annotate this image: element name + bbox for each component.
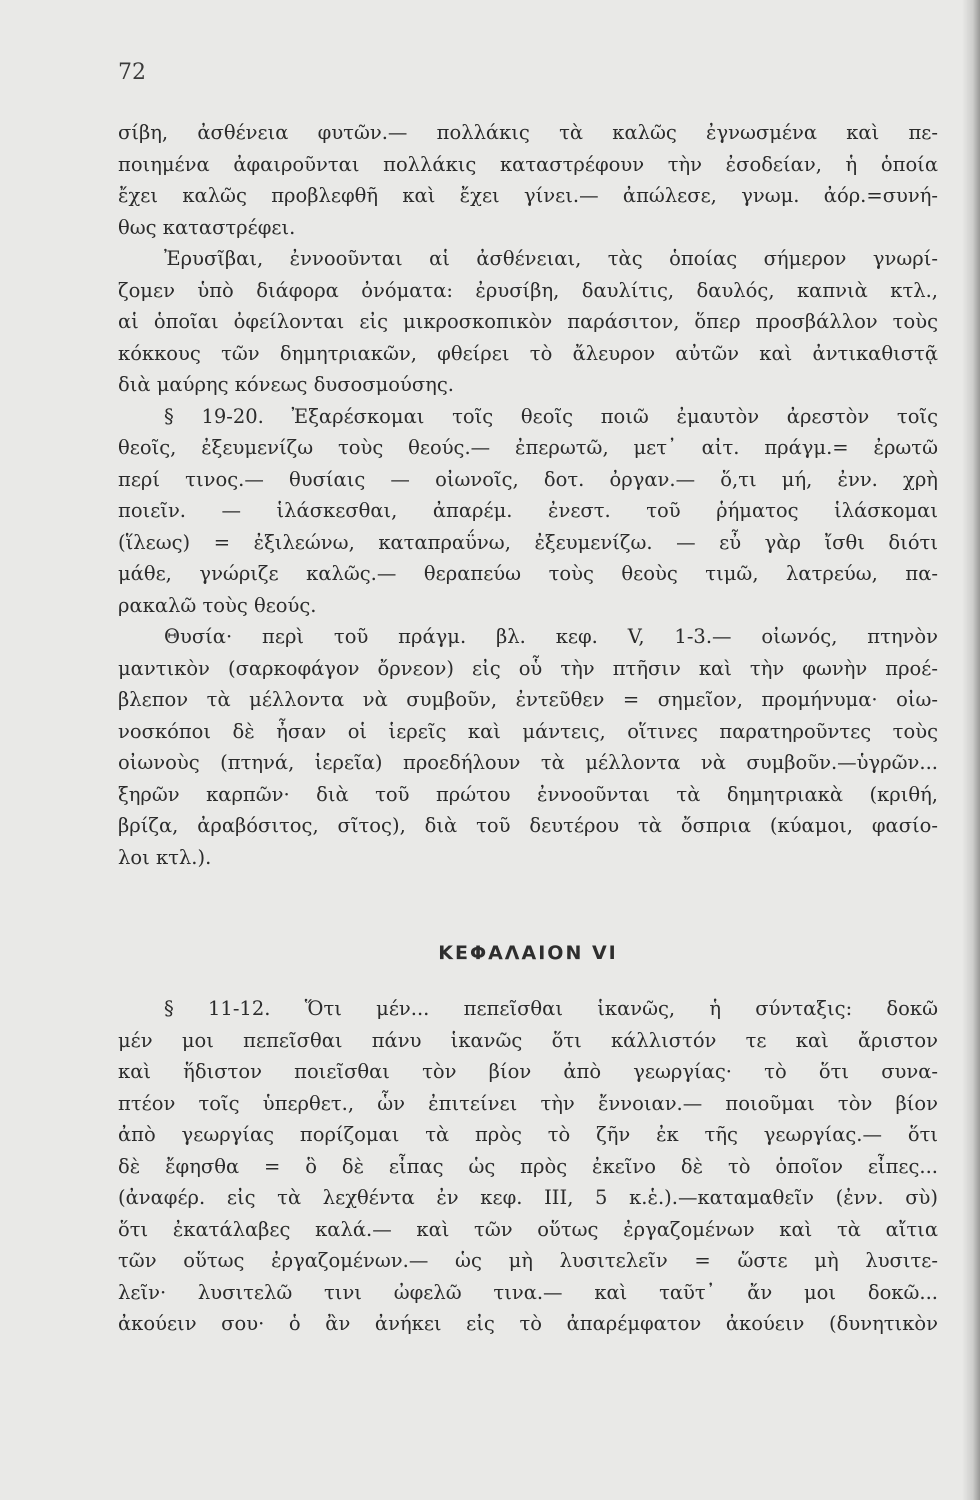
text-line: (ἵλεως) = ἐξιλεώνω, καταπραΰνω, ἐξευμενίζω. — εὖ γὰρ ἴσθι διότι bbox=[118, 530, 938, 554]
text-line: δὲ ἔφησθα = ὃ δὲ εἶπας ὡς πρὸς ἐκεῖνο δὲ τὸ ὁποῖον εἶπες... bbox=[118, 1154, 938, 1178]
chapter-spacer bbox=[118, 873, 938, 923]
page-number: 72 bbox=[118, 60, 146, 85]
text-line: § 11-12. Ὅτι μέν... πεπεῖσθαι ἱκανῶς, ἡ σύνταξις: δοκῶ bbox=[164, 997, 938, 1020]
text-line: ξηρῶν καρπῶν· διὰ τοῦ πρώτου ἐννοοῦνται τὰ δημητριακὰ (κριθή, bbox=[118, 782, 938, 806]
text-line: βρίζα, ἀραβόσιτος, σῖτος), διὰ τοῦ δευτέρου τὰ ὄσπρια (κύαμοι, φασίο- bbox=[118, 814, 938, 837]
text-line: αἱ ὁποῖαι ὀφείλονται εἰς μικροσκοπικὸν παράσιτον, ὅπερ προσβάλλον τοὺς bbox=[118, 310, 938, 333]
text-line: λοι κτλ.). bbox=[118, 845, 212, 869]
text-line: ἀκούειν σου· ὁ ἂν ἀνήκει εἰς τὸ ἀπαρέμφατον ἀκούειν (δυνητικὸν bbox=[118, 1312, 938, 1335]
text-line: διὰ μαύρης κόνεως δυσοσμούσης. bbox=[118, 373, 454, 396]
text-line: κόκκους τῶν δημητριακῶν, φθείρει τὸ ἄλευρον αὐτῶν καὶ ἀντικαθιστᾷ bbox=[118, 341, 938, 365]
text-line: § 19-20. Ἐξαρέσκομαι τοῖς θεοῖς ποιῶ ἐμαυτὸν ἀρεστὸν τοῖς bbox=[164, 404, 938, 428]
text-line: μάθε, γνώριζε καλῶς.— θεραπεύω τοὺς θεοὺς τιμῶ, λατρεύω, πα- bbox=[118, 562, 938, 585]
text-line: ρακαλῶ τοὺς θεούς. bbox=[118, 593, 317, 617]
text-line: τῶν οὕτως ἐργαζομένων.— ὡς μὴ λυσιτελεῖν = ὥστε μὴ λυσιτε- bbox=[118, 1249, 938, 1272]
text-line: Θυσία· περὶ τοῦ πράγμ. βλ. κεφ. V, 1-3.— οἰωνός, πτηνὸν bbox=[164, 625, 938, 648]
chapter-spacer bbox=[118, 983, 938, 993]
text-line: ποιημένα ἀφαιροῦνται πολλάκις καταστρέφουν τὴν ἐσοδείαν, ἡ ὁποία bbox=[118, 152, 938, 176]
text-line: ζομεν ὑπὸ διάφορα ὀνόματα: ἐρυσίβη, δαυλίτις, δαυλός, καπνιὰ κτλ., bbox=[118, 278, 938, 302]
text-line: (ἀναφέρ. εἰς τὰ λεχθέντα ἐν κεφ. III, 5 κ.ἑ.).—καταμαθεῖν (ἐνν. σὺ) bbox=[118, 1186, 938, 1209]
text-line: ποιεῖν. — ἱλάσκεσθαι, ἀπαρέμ. ἐνεστ. τοῦ ῥήματος ἱλάσκομαι bbox=[118, 499, 938, 522]
text-line: λεῖν· λυσιτελῶ τινι ὠφελῶ τινα.— καὶ ταῦτ᾿ ἄν μοι δοκῶ... bbox=[118, 1280, 938, 1304]
text-line: Ἐρυσῖβαι, ἐννοοῦνται αἱ ἀσθένειαι, τὰς ὁποίας σήμερον γνωρί- bbox=[164, 247, 938, 270]
chapter-title: ΚΕΦΑΛΑΙΟΝ VI bbox=[438, 942, 618, 964]
commentary-text bbox=[118, 117, 938, 1340]
text-line: οἰωνοὺς (πτηνά, ἱερεῖα) προεδήλουν τὰ μέλλοντα νὰ συμβοῦν.—ὑγρῶν... bbox=[118, 751, 938, 774]
text-line: ἔχει καλῶς προβλεφθῆ καὶ ἔχει γίνει.— ἀπώλεσε, γνωμ. ἀόρ.=συνή- bbox=[118, 184, 938, 207]
text-line: νοσκόποι δὲ ἦσαν οἱ ἱερεῖς καὶ μάντεις, οἵτινες παρατηροῦντες τοὺς bbox=[118, 719, 938, 743]
text-line: βλεπον τὰ μέλλοντα νὰ συμβοῦν, ἐντεῦθεν = σημεῖον, προμήνυμα· οἰω- bbox=[118, 688, 938, 711]
text-line: μέν μοι πεπεῖσθαι πάνυ ἱκανῶς ὅτι κάλλιστόν τε καὶ ἄριστον bbox=[118, 1028, 938, 1052]
text-line: καὶ ἥδιστον ποιεῖσθαι τὸν βίον ἀπὸ γεωργίας· τὸ ὅτι συνα- bbox=[118, 1060, 938, 1083]
text-line: μαντικὸν (σαρκοφάγον ὄρνεον) εἰς οὗ τὴν πτῆσιν καὶ τὴν φωνὴν προέ- bbox=[118, 656, 938, 680]
text-line: ἀπὸ γεωργίας πορίζομαι τὰ πρὸς τὸ ζῆν ἐκ τῆς γεωργίας.— ὅτι bbox=[118, 1123, 938, 1146]
text-line: περί τινος.— θυσίαις — οἰωνοῖς, δοτ. ὀργαν.— ὅ,τι μή, ἐνν. χρὴ bbox=[118, 467, 938, 491]
text-line: ὅτι ἐκατάλαβες καλά.— καὶ τῶν οὕτως ἐργαζομένων καὶ τὰ αἴτια bbox=[118, 1217, 938, 1241]
text-line: πτέον τοῖς ὑπερθετ., ὧν ἐπιτείνει τὴν ἔννοιαν.— ποιοῦμαι τὸν βίον bbox=[118, 1091, 938, 1115]
page-edge-shadow bbox=[962, 0, 980, 1500]
text-line: σίβη, ἀσθένεια φυτῶν.— πολλάκις τὰ καλῶς ἐγνωσμένα καὶ πε- bbox=[118, 121, 938, 144]
text-line: θεοῖς, ἐξευμενίζω τοὺς θεούς.— ἐπερωτῶ, μετ᾿ αἰτ. πράγμ.= ἐρωτῶ bbox=[118, 436, 938, 459]
text-line: θως καταστρέφει. bbox=[118, 215, 296, 239]
